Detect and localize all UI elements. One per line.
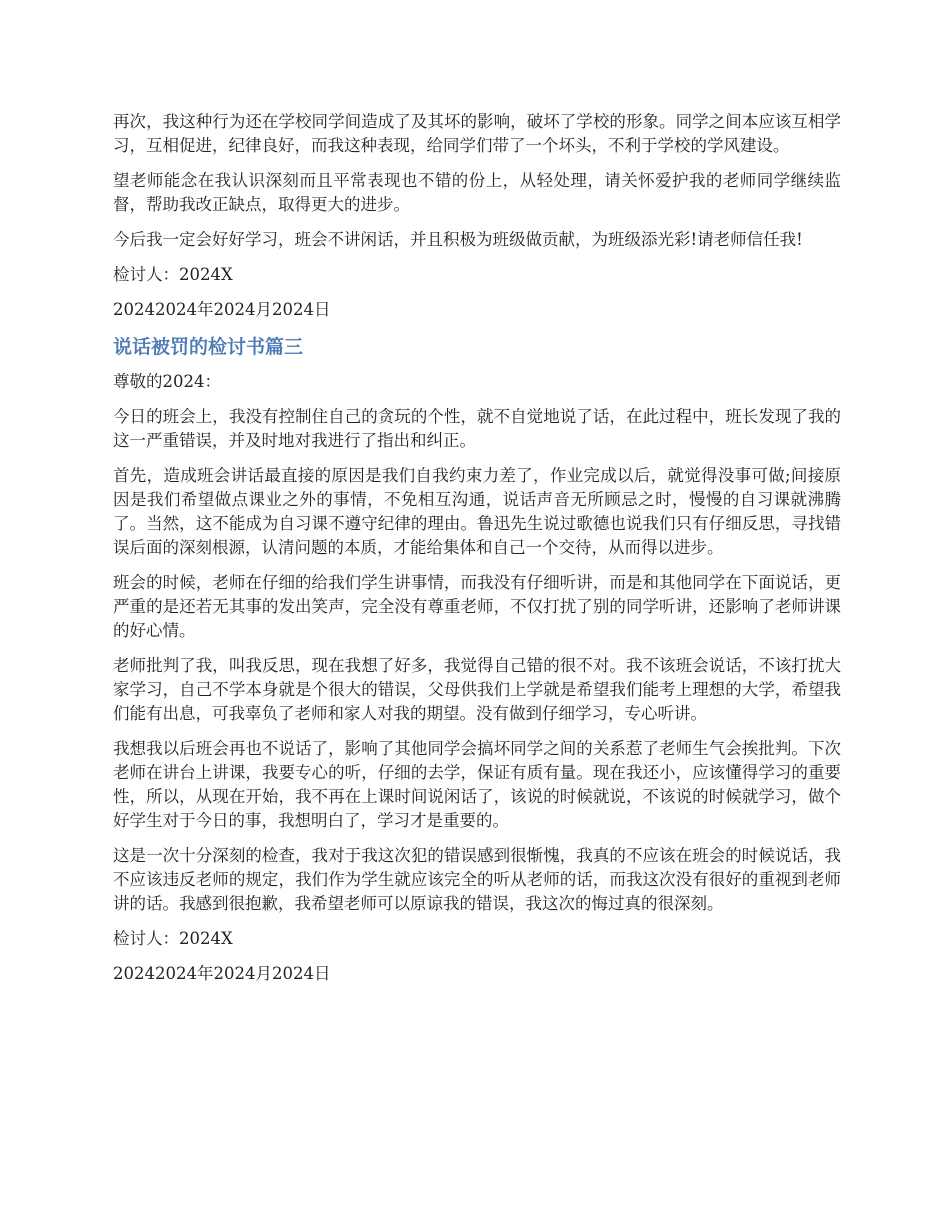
date-line: 20242024年2024月2024日: [113, 964, 331, 983]
paragraph: 今后我一定会好好学习，班会不讲闲话，并且积极为班级做贡献，为班级添光彩!请老师信任我!: [113, 230, 803, 249]
paragraph: 这是一次十分深刻的检查，我对于我这次犯的错误感到很惭愧，我真的不应该在班会的时候说话，我不应该违反老师的规定，我们作为学生就应该完全的听从老师的话，而我这次没有很好的重视到老师讲的话。我感到很抱歉，我希望老师可以原谅我的错误，我这次的悔过真的很深刻。: [113, 846, 841, 913]
section-heading: 说话被罚的检讨书篇三: [113, 336, 304, 358]
signature-line: 检讨人：2024X: [113, 265, 233, 284]
paragraph: 首先，造成班会讲话最直接的原因是我们自我约束力差了，作业完成以后，就觉得没事可做;间接原因是我们希望做点课业之外的事情，不免相互沟通，说话声音无所顾忌之时，慢慢的自习课就沸腾了。当然，这不能成为自习课不遵守纪律的理由。鲁迅先生说过歌德也说我们只有仔细反思，寻找错误后面的深刻根源，认清问题的本质，才能给集体和自己一个交待，从而得以进步。: [113, 466, 841, 557]
document-page: [113, 110, 841, 997]
paragraph: 老师批判了我，叫我反思，现在我想了好多，我觉得自己错的很不对。我不该班会说话，不该打扰大家学习，自己不学本身就是个很大的错误，父母供我们上学就是希望我们能考上理想的大学，希望我们能有出息，可我辜负了老师和家人对我的期望。没有做到仔细学习，专心听讲。: [113, 656, 841, 723]
paragraph: 今日的班会上，我没有控制住自己的贪玩的个性，就不自觉地说了话，在此过程中，班长发现了我的这一严重错误，并及时地对我进行了指出和纠正。: [113, 407, 841, 450]
date-line: 20242024年2024月2024日: [113, 300, 331, 319]
paragraph: 我想我以后班会再也不说话了，影响了其他同学会搞坏同学之间的关系惹了老师生气会挨批判。下次老师在讲台上讲课，我要专心的听，仔细的去学，保证有质有量。现在我还小，应该懂得学习的重要性，所以，从现在开始，我不再在上课时间说闲话了，该说的时候就说，不该说的时候就学习，做个好学生对于今日的事，我想明白了，学习才是重要的。: [113, 739, 841, 830]
paragraph: 望老师能念在我认识深刻而且平常表现也不错的份上，从轻处理，请关怀爱护我的老师同学继续监督，帮助我改正缺点，取得更大的进步。: [113, 171, 841, 214]
salutation: 尊敬的2024：: [113, 372, 221, 391]
paragraph: 再次，我这种行为还在学校同学间造成了及其坏的影响，破坏了学校的形象。同学之间本应该互相学习，互相促进，纪律良好，而我这种表现，给同学们带了一个坏头，不利于学校的学风建设。: [113, 112, 841, 155]
paragraph: 班会的时候，老师在仔细的给我们学生讲事情，而我没有仔细听讲，而是和其他同学在下面说话，更严重的是还若无其事的发出笑声，完全没有尊重老师，不仅打扰了别的同学听讲，还影响了老师讲课的好心情。: [113, 573, 841, 640]
signature-line: 检讨人：2024X: [113, 929, 233, 948]
